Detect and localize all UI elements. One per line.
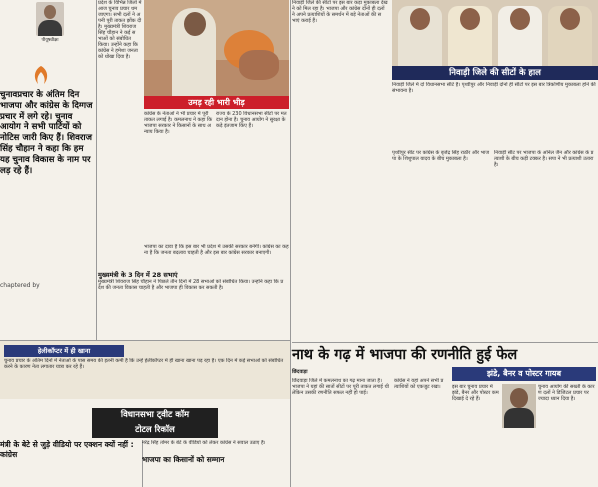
logo-icon (30, 64, 52, 86)
main-headline: नाथ के गढ़ में भाजपा की रणनीति हुई फेल (292, 347, 518, 363)
article-text: भाजपा का दावा है कि इस बार भी प्रदेश में उसकी सरकार बनेगी। कांग्रेस का कहना है कि जनता बदलाव चाहती है और इस बार कांग्रेस सरकार बनाएगी। (144, 244, 289, 256)
photo-caption: उमड़ रही भारी भीड़ (144, 96, 289, 109)
section-banner: निवाड़ी जिले की सीटों के हाल (392, 66, 598, 80)
tweet-banner-line: विधानसभा ट्वीट कॉम (120, 410, 190, 420)
pullquote: चुनावप्रचार के अंतिम दिन भाजपा और कांग्रेस के दिग्गज प्रचार में लगे रहे। चुनाव आयोग ने सभी पार्टियों को नोटिस जारी किए हैं। शिवराज सिंह चौहान ने कहा कि हम यह चुनाव विकास के नाम पर लड़ रहे हैं। (0, 90, 93, 176)
box-photo (502, 384, 536, 428)
article-text: नरेंद्र सिंह तोमर के बेटे के वीडियो को लेकर कांग्रेस ने सवाल उठाए हैं। (142, 440, 266, 446)
strip-heading: हेलीकॉप्टर में ही खाना (4, 345, 124, 357)
article-text: छिंदवाड़ा जिले में कमलनाथ का गढ़ माना जाता है। भाजपा ने यहां की सातों सीटों पर पूरी ताकत लगाई थी लेकिन उसकी रणनीति सफल नहीं हो पाई। (292, 378, 389, 396)
reporter-name: पीयूषवीक्षा (41, 38, 59, 43)
article-text: कांग्रेस के नेताओं ने भी प्रचार में पूरी ताकत लगाई है। कमलनाथ ने कहा कि भाजपा सरकार ने किसानों के साथ अन्याय किया है। (144, 111, 213, 135)
column-rule (96, 0, 97, 340)
box-heading: झंडे, बैनर व पोस्टर गायब (452, 367, 596, 381)
column-rule (290, 0, 291, 487)
main-photo (144, 0, 289, 108)
tweet-banner-line: टोटल रिकॉल (135, 425, 175, 435)
row-rule (292, 342, 598, 343)
pullquote-note: chaptered by (0, 282, 40, 289)
article-text: चुनाव प्रचार के अंतिम दिनों में नेताओं के पास समय की इतनी कमी है कि उन्हें हेलीकॉप्टर में ही खाना खाना पड़ रहा है। एक दिन में कई सभाओं को संबोधित करने के कारण नेता लगातार यात्रा कर रहे हैं। (4, 358, 284, 370)
politicians-photo (392, 0, 598, 66)
article-text: पृथ्वीपुर सीट पर कांग्रेस के बृजेंद्र सिंह राठौर और भाजपा के शिशुपाल यादव के बीच मुकाबला है। (392, 150, 490, 162)
article-text: निवाड़ी सीट पर भाजपा के अनिल जैन और कांग्रेस के प्रत्याशी के बीच कड़ी टक्कर है। सपा ने भी प्रत्याशी उतारा है। (494, 150, 594, 168)
article-text: निवाड़ी जिले की सीटों पर इस बार कड़ा मुकाबला देखने को मिल रहा है। भाजपा और कांग्रेस दोनों ही दलों ने अपने प्रत्याशियों के समर्थन में बड़े नेताओं की सभाएं कराई हैं। (292, 0, 388, 24)
headline: मंत्री के बेटे से जुड़े वीडियो पर एक्शन क्यों नहीं : कांग्रेस (0, 440, 134, 459)
headline: भाजपा का किसानों को सम्मान (142, 455, 225, 464)
dateline: छिंदवाड़ा (292, 369, 308, 375)
article-text: इस बार चुनाव प्रचार में झंडे, बैनर और पोस्टर कम दिखाई दे रहे हैं। (452, 384, 499, 402)
article-text: निवाड़ी जिले में दो विधानसभा सीटें हैं। पृथ्वीपुर और निवाड़ी दोनों ही सीटों पर इस बार त्रिकोणीय मुकाबला होने की संभावना है। (392, 82, 596, 94)
article-text: मुख्यमंत्री शिवराज सिंह चौहान ने पिछले तीन दिनों में 28 सभाओं को संबोधित किया। उन्होंने कहा कि प्रदेश की जनता विकास चाहती है और भाजपा ही विकास कर सकती है। (98, 279, 284, 291)
article-text: चुनाव आयोग की सख्ती के कारण दलों ने डिजिटल प्रचार पर ज्यादा ध्यान दिया है। (538, 384, 595, 402)
article-text: प्रदेश के विभिन्न जिलों में आज चुनाव प्रचार थम जाएगा। सभी दलों ने अपनी पूरी ताकत झोंक दी है। मुख्यमंत्री शिवराज सिंह चौहान ने कई सभाओं को संबोधित किया। उन्होंने कहा कि कांग्रेस ने हमेशा जनता को धोखा दिया है। (98, 0, 142, 60)
tweet-banner (92, 408, 218, 438)
article-text: राज्य के 230 विधानसभा सीटों पर मतदान होना है। चुनाव आयोग ने सुरक्षा के कड़े इंतजाम किए हैं। (216, 111, 287, 129)
article-text: कांग्रेस ने यहां अपने सभी प्रत्याशियों को एकजुट रखा। (394, 378, 444, 390)
sub-headline: मुख्यमंत्री के 3 दिन में 28 सभाएं (98, 271, 178, 279)
reporter-photo (36, 2, 64, 36)
